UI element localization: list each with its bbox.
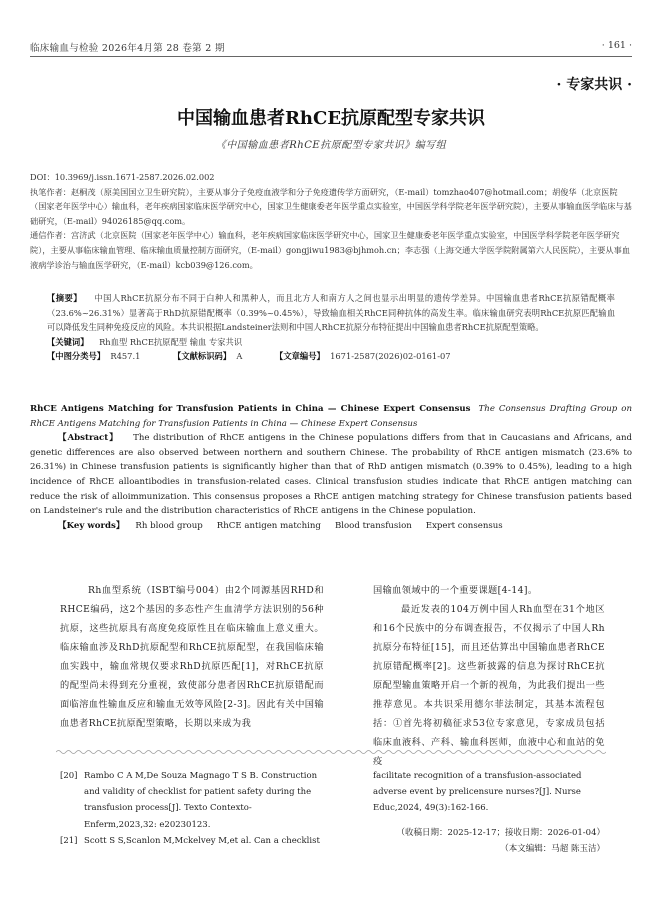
references-right xyxy=(373,768,605,857)
references-left xyxy=(60,768,324,849)
article-authors: 《中国输血患者RhCE抗原配型专家共识》编写组 xyxy=(215,140,447,151)
doccode-value: A xyxy=(236,351,243,362)
body-paragraph: 国输血领域中的一个重要课题[4-14]。 xyxy=(373,585,538,596)
english-keyword: RhCE antigen matching xyxy=(216,520,321,531)
english-abstract-label: 【Abstract】 xyxy=(58,433,119,444)
body-paragraph: 最近发表的104万例中国人Rh血型在31个地区和16个民族中的分布调查报告，不仅揭示了中国人Rh抗原分布特征[15]，而且还估算出中国输血患者RhCE抗原错配概率[2]。这些新披露的信息为探讨RhCE抗原配型输血策略开启一个新的视角，为此我们提出一些推荐意见。本共识采用德尔菲法制定，其基本流程包括：①首先将初稿征求53位专家意见，专家成员包括临床血液科、产科、输血科医师，血液中心和血站的免疫 xyxy=(373,604,605,767)
reference-text: Scott S S,Scanlon M,Mckelvey M,et al. Can a checklist xyxy=(84,835,320,846)
abstract-label: 【摘要】 xyxy=(47,293,82,303)
journal-header: 临床输血与检验 2026年4月第 28 卷第 2 期 xyxy=(30,43,225,54)
clc-value: R457.1 xyxy=(110,351,141,362)
keywords-label: 【关键词】 xyxy=(47,336,89,347)
section-divider xyxy=(56,749,606,755)
body-right-column xyxy=(373,581,605,771)
english-keyword: Blood transfusion xyxy=(334,520,412,531)
page-number: · 161 · xyxy=(601,40,632,51)
clc-label: 【中图分类号】 xyxy=(47,351,106,362)
english-keyword: Expert consensus xyxy=(425,520,503,531)
english-keyword: Rh blood group xyxy=(135,520,203,531)
writers-line: 执笔作者：赵桐茂（原美国国立卫生研究院），主要从事分子免疫血液学和分子免疫遗传学方面研究，（E-mail）tomzhao407@hotmail.com；胡俊华（北京医院（国家老年医学中心）输血科，老年疾病国家临床医学研究中心，国家卫生健康委老年医学重点实验室，中国医学科学院老年医学研究院），主要从事输血医学临床与基础研究，（E-mail）94026185@qq.com。 xyxy=(30,186,632,226)
english-keywords-label: 【Key words】 xyxy=(58,520,125,531)
doccode-label: 【文献标识码】 xyxy=(173,351,232,362)
english-abstract xyxy=(30,402,632,533)
editor-credit: （本文编辑：马超 陈玉洁） xyxy=(500,843,605,854)
english-abstract-text: The distribution of RhCE antigens in the Chinese populations differs from that in Caucasians and Africans, and genetic differences are also observed between northern and southern Chinese. The probability of RhCE antigen mismatch (23.6% to 26.31%) in Chinese transfusion patients is significantly higher than that of RhD antigen mismatch (0.39% to 0.45%), leading to a high incidence of RhCE alloantibodies in transfusion-related cases. Clinical transfusion studies indicate that RhCE antigen matching can reduce the risk of alloimmunization. This consensus proposes a RhCE antigen matching strategy for Chinese transfusion patients based on Landsteiner's rule and the distribution characteristics of RhCE antigens in the Chinese population. xyxy=(30,433,632,517)
keywords-text: Rh血型 RhCE抗原配型 输血 专家共识 xyxy=(99,336,243,347)
received-dates: （收稿日期：2025-12-17；接收日期：2026-01-04） xyxy=(396,827,605,838)
articleno-label: 【文章编号】 xyxy=(275,351,325,362)
body-left-column xyxy=(60,581,324,733)
body-paragraph: Rh血型系统（ISBT编号004）由2个同源基因RHD和RHCE编码，这2个基因的多态性产生血清学方法识别的56种抗原，这些抗原具有高度免疫原性且在临床输血上意义重大。临床输血涉及RhD抗原配型和RhCE抗原配型，在我国临床输血实践中，输血常规仅要求RhD抗原匹配[1]，对RhCE抗原的配型尚未得到充分重视，致使部分患者因RhCE抗原错配而面临溶血性输血反应和输血无效等风险[2-3]。因此有关中国输血患者RhCE抗原配型策略，长期以来成为我 xyxy=(60,585,324,729)
header-divider xyxy=(30,56,632,57)
articleno-value: 1671-2587(2026)02-0161-07 xyxy=(330,351,451,362)
corresponding-line: 通信作者：宫济武（北京医院（国家老年医学中心）输血科，老年疾病国家临床医学研究中心，国家卫生健康委老年医学重点实验室，中国医学科学院老年医学研究院），主要从事临床输血管理、临床输血质量控制方面研究，（E-mail）gongjiwu1983@bjhmoh.cn；李志强（上海交通大学医学院附属第六人民医院），主要从事血液病学诊治与输血医学研究，（E-mail）kcb039@126.com。 xyxy=(30,230,630,270)
article-title: 中国输血患者RhCE抗原配型专家共识 xyxy=(176,108,486,129)
chinese-abstract xyxy=(47,291,615,364)
english-group: The Consensus Drafting Group on RhCE Antigens Matching for Transfusion Patients in China — Chinese Expert Consensus xyxy=(30,404,633,429)
abstract-text: 中国人RhCE抗原分布不同于白种人和黑种人，而且北方人和南方人之间也显示出明显的遗传学差异。中国输血患者RhCE抗原错配概率（23.6%~26.31%）显著高于RhD抗原错配概率（0.39%~0.45%），导致输血相关RhCE同种抗体的高发生率。临床输血研究表明RhCE抗原匹配输血可以降低发生同种免疫反应的风险。本共识根据Landsteiner法则和中国人RhCE抗原分布特征提出中国输血患者RhCE抗原配型策略。 xyxy=(47,293,615,333)
english-title: RhCE Antigens Matching for Transfusion Patients in China — Chinese Expert Consensus xyxy=(30,404,471,414)
reference-number: [21] xyxy=(60,835,78,846)
reference-item xyxy=(60,833,324,849)
article-meta xyxy=(30,170,632,272)
reference-item xyxy=(60,768,324,833)
column-tag: · 专家共识 · xyxy=(556,77,632,93)
reference-continuation: facilitate recognition of a transfusion-associated adverse event by prelicensure nurses?[J]. Nurse Educ,2024, 49(3):162-166. xyxy=(373,771,582,814)
doi-line: DOI：10.3969/j.issn.1671-2587.2026.02.002 xyxy=(30,172,215,182)
reference-number: [20] xyxy=(60,771,78,781)
reference-text: Rambo C A M,De Souza Magnago T S B. Construction and validity of checklist for patient safety during the transfusion process[J]. Texto Contexto-Enferm,2023,32: e20230123. xyxy=(84,771,318,830)
